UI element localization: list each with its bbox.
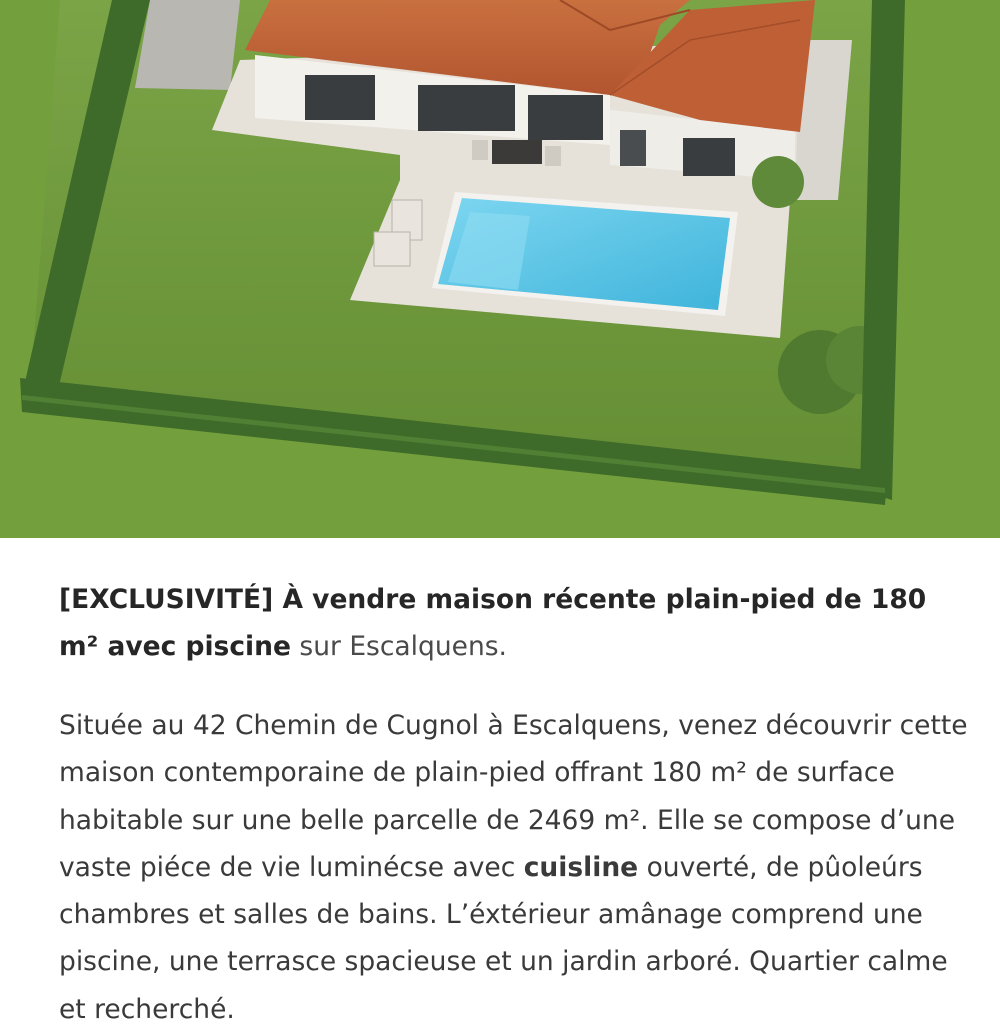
window — [620, 130, 646, 166]
window — [528, 95, 603, 140]
headline-bold: [EXCLUSIVITÉ] À vendre maison récente plain-pied de 180 m² avec piscine — [59, 584, 927, 662]
bench — [492, 140, 542, 164]
description-part1: Située au 42 Chemin de Cugnol à Escalquens, venez découvrir cette maison contemporaine de plain-pied offrant 180 m² de surface habitable sur une belle parcelle de 2469 m². Elle se compose d’une vaste piéce de vie luminécse avec — [59, 710, 968, 883]
window — [305, 75, 375, 120]
description-part2: ouverté, de pûoleúrs chambres et salles de bains. L’éxtérieur amânage comprend une piscine, une terrasce spacieuse et un jardin arboré. Quartier calme et recherché. — [59, 851, 948, 1025]
listing-description — [59, 702, 979, 1033]
chair — [472, 140, 488, 160]
headline-location: sur Escalquens. — [290, 631, 507, 662]
chair — [545, 146, 561, 166]
window — [418, 85, 515, 131]
listing-headline — [59, 576, 959, 670]
tree — [752, 156, 804, 208]
description-bold: cuisline — [523, 851, 639, 883]
lounger — [374, 232, 410, 266]
driveway — [135, 0, 240, 90]
window — [683, 138, 735, 176]
